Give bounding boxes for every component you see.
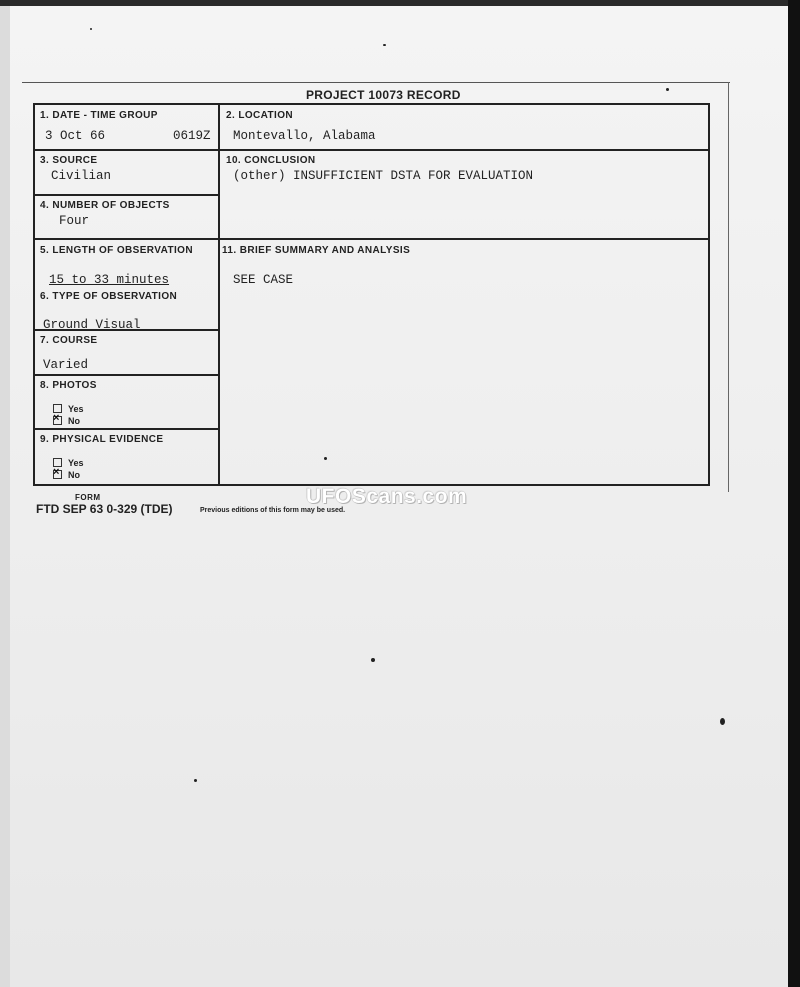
photos-no-label: No: [68, 416, 80, 426]
summary-value: SEE CASE: [233, 273, 294, 287]
scan-speck: [324, 457, 327, 460]
observation-type-value: Ground Visual: [43, 318, 141, 332]
scan-edge-top: [0, 0, 800, 6]
length-value: 15 to 33 minutes: [49, 273, 170, 287]
watermark: UFOScans.com: [306, 485, 468, 508]
observation-type-label: 6. TYPE OF OBSERVATION: [40, 291, 178, 302]
column-divider: [218, 105, 220, 484]
time-value: 0619Z: [173, 129, 211, 143]
source-value: Civilian: [51, 169, 112, 183]
row-divider-2: [35, 194, 218, 196]
scan-speck: [383, 44, 386, 46]
photos-no-checkbox: [53, 416, 62, 425]
evidence-no-label: No: [68, 470, 80, 480]
photos-label: 8. PHOTOS: [40, 380, 97, 391]
summary-label: 11. BRIEF SUMMARY AND ANALYSIS: [222, 245, 411, 256]
scan-edge-right: [788, 0, 800, 987]
evidence-no-checkbox: [53, 470, 62, 479]
row-divider-6: [35, 374, 218, 376]
record-form: [33, 103, 710, 486]
scan-speck: [371, 658, 375, 662]
scan-speck: [194, 779, 197, 782]
scan-speck: [666, 88, 669, 91]
objects-label: 4. NUMBER OF OBJECTS: [40, 200, 170, 211]
course-label: 7. COURSE: [40, 335, 98, 346]
footer-note: Previous editions of this form may be used.: [200, 507, 346, 514]
form-title: PROJECT 10073 RECORD: [306, 88, 461, 102]
scan-speck: [720, 718, 725, 725]
date-time-label: 1. DATE - TIME GROUP: [40, 110, 158, 121]
conclusion-value: (other) INSUFFICIENT DSTA FOR EVALUATION: [233, 169, 534, 183]
top-rule: [22, 82, 730, 83]
row-divider-1: [35, 149, 708, 151]
evidence-no-option: [53, 470, 80, 480]
physical-evidence-label: 9. PHYSICAL EVIDENCE: [40, 434, 164, 445]
location-value: Montevallo, Alabama: [233, 129, 376, 143]
location-label: 2. LOCATION: [226, 110, 293, 121]
photos-no-option: [53, 416, 80, 426]
date-value: 3 Oct 66: [45, 129, 106, 143]
source-label: 3. SOURCE: [40, 155, 98, 166]
conclusion-label: 10. CONCLUSION: [226, 155, 316, 166]
row-divider-3: [35, 238, 708, 240]
photos-yes-label: Yes: [68, 404, 84, 414]
objects-value: Four: [59, 214, 90, 228]
footer-form-word: FORM: [75, 493, 101, 502]
length-label: 5. LENGTH OF OBSERVATION: [40, 245, 193, 256]
footer-form-id: FTD SEP 63 0-329 (TDE): [36, 502, 173, 516]
scan-edge-left: [0, 0, 10, 987]
right-rule: [728, 82, 729, 492]
evidence-yes-label: Yes: [68, 458, 84, 468]
scan-speck: [90, 28, 92, 30]
course-value: Varied: [43, 358, 89, 372]
row-divider-7: [35, 428, 218, 430]
